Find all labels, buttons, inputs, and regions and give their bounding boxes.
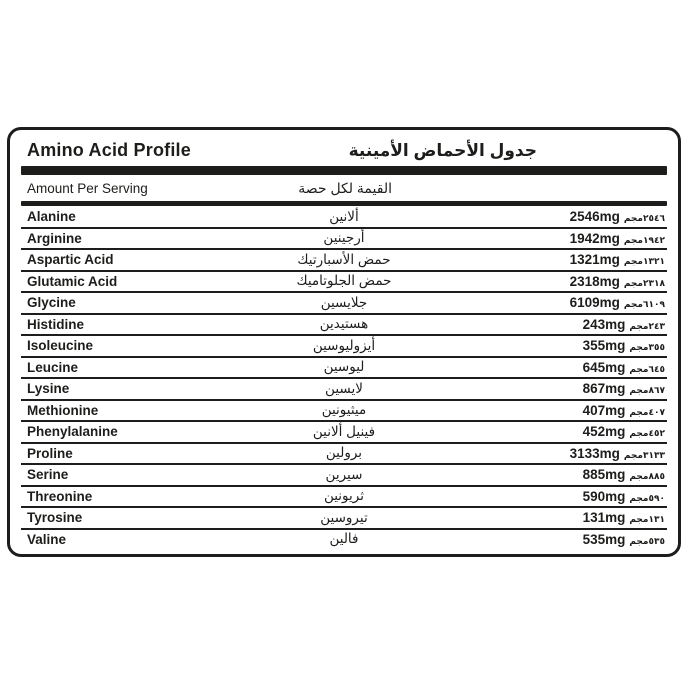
header-title-en: Amino Acid Profile (27, 140, 191, 160)
amino-value-ar: ٨٨٥مجم (629, 471, 665, 482)
amino-value-ar: ٢٤٣مجم (629, 320, 665, 331)
table-row (21, 465, 667, 487)
amino-value-ar: ٣١٣٣مجم (623, 449, 665, 460)
amino-value-mg: 2318mg (569, 273, 620, 289)
amino-name-ar: ثريونين (323, 488, 364, 504)
amino-name-en: Alanine (27, 209, 76, 225)
amino-value-mg: 867mg (582, 381, 626, 397)
amino-value-ar: ٣٥٥مجم (629, 342, 665, 353)
amino-name-ar: ميثيونين (321, 402, 367, 418)
amino-value-ar: ١٩٤٢مجم (623, 234, 665, 245)
table-row (21, 336, 667, 358)
amino-value-ar: ١٣٢١مجم (623, 256, 665, 267)
amino-acid-profile-label (7, 127, 681, 557)
amino-value-mg: 1321mg (569, 252, 620, 268)
amino-value-mg: 3133mg (569, 445, 620, 461)
amino-value-mg: 2546mg (569, 209, 620, 225)
label-header (21, 130, 667, 166)
table-row (21, 379, 667, 401)
table-row (21, 422, 667, 444)
amino-value (434, 446, 667, 461)
amino-value-ar: ٤٠٧مجم (629, 406, 665, 417)
table-row (21, 250, 667, 272)
amino-value-ar: ٥٣٥مجم (629, 535, 665, 546)
amino-value-mg: 452mg (582, 424, 626, 440)
table-row (21, 401, 667, 423)
amino-name-ar: ليوسين (323, 359, 365, 375)
table-row (21, 508, 667, 530)
amino-name-en: Threonine (27, 488, 93, 504)
amino-name-ar: تيروسين (320, 509, 368, 525)
amino-name-ar: برولين (325, 445, 363, 461)
amino-value (434, 467, 667, 482)
amino-value-mg: 407mg (582, 402, 626, 418)
amino-name-en: Arginine (27, 230, 82, 246)
amino-value-mg: 590mg (582, 488, 626, 504)
table-row (21, 272, 667, 294)
amino-value-mg: 645mg (582, 359, 626, 375)
subheader-en: Amount Per Serving (27, 181, 148, 196)
amino-value (434, 338, 667, 353)
amino-value-ar: ٨٦٧مجم (629, 385, 665, 396)
table-row (21, 315, 667, 337)
amino-value-ar: ٢٣١٨مجم (623, 277, 665, 288)
amino-name-ar: ألانين (329, 208, 359, 224)
amino-value-ar: ٦١٠٩مجم (623, 299, 665, 310)
amino-value (434, 532, 667, 547)
table-row (21, 207, 667, 229)
table-row (21, 358, 667, 380)
amino-name-en: Lysine (27, 381, 70, 397)
amino-value-mg: 355mg (582, 338, 626, 354)
amino-name-en: Aspartic Acid (27, 252, 114, 268)
amino-value (434, 381, 667, 396)
amino-name-ar: سيرين (325, 466, 363, 482)
amino-value-ar: ٦٤٥مجم (629, 363, 665, 374)
header-divider-bar (21, 166, 667, 175)
amino-value (434, 510, 667, 525)
amino-value (434, 317, 667, 332)
amino-name-en: Phenylalanine (27, 424, 118, 440)
table-row (21, 487, 667, 509)
amino-name-en: Methionine (27, 402, 99, 418)
amino-value (434, 274, 667, 289)
amino-name-en: Histidine (27, 316, 85, 332)
amino-value-ar: ١٣١مجم (629, 514, 665, 525)
amino-name-en: Leucine (27, 359, 79, 375)
header-title-ar: جدول الأحماض الأمينية (348, 141, 537, 160)
amino-value (434, 295, 667, 310)
table-row (21, 444, 667, 466)
amino-value-mg: 1942mg (569, 230, 620, 246)
amino-name-ar: حمض الأسبارتيك (297, 251, 391, 267)
amino-name-en: Serine (27, 467, 69, 483)
amino-name-ar: حمض الجلوتاميك (296, 273, 392, 289)
amino-name-en: Glycine (27, 295, 76, 311)
amino-name-ar: هستيدين (319, 316, 369, 332)
amino-value-mg: 535mg (582, 531, 626, 547)
amino-value-mg: 885mg (582, 467, 626, 483)
amino-value-ar: ٤٥٢مجم (629, 428, 665, 439)
amino-name-ar: فينيل ألانين (312, 423, 376, 439)
amino-name-en: Valine (27, 531, 67, 547)
amino-value (434, 403, 667, 418)
table-row (21, 293, 667, 315)
serving-subheader (21, 175, 667, 201)
amino-value (434, 252, 667, 267)
amino-name-ar: أيزوليوسين (312, 337, 376, 353)
amino-value-mg: 243mg (582, 316, 626, 332)
amino-value-mg: 131mg (582, 510, 626, 526)
table-row (21, 530, 667, 550)
amino-name-en: Proline (27, 445, 73, 461)
amino-name-ar: لايسين (325, 380, 363, 396)
amino-value (434, 489, 667, 504)
amino-name-en: Tyrosine (27, 510, 83, 526)
amino-acid-table (21, 206, 667, 549)
amino-value (434, 424, 667, 439)
amino-name-ar: جلايسين (320, 294, 368, 310)
amino-value-ar: ٥٩٠مجم (629, 492, 665, 503)
amino-name-ar: فالين (329, 531, 359, 547)
table-row (21, 229, 667, 251)
amino-value (434, 209, 667, 224)
amino-name-en: Glutamic Acid (27, 273, 118, 289)
amino-name-ar: أرجينين (323, 230, 365, 246)
amino-value-mg: 6109mg (569, 295, 620, 311)
amino-value-ar: ٢٥٤٦مجم (623, 213, 665, 224)
amino-value (434, 360, 667, 375)
amino-value (434, 231, 667, 246)
subheader-ar: القيمة لكل حصة (298, 180, 392, 196)
amino-name-en: Isoleucine (27, 338, 94, 354)
